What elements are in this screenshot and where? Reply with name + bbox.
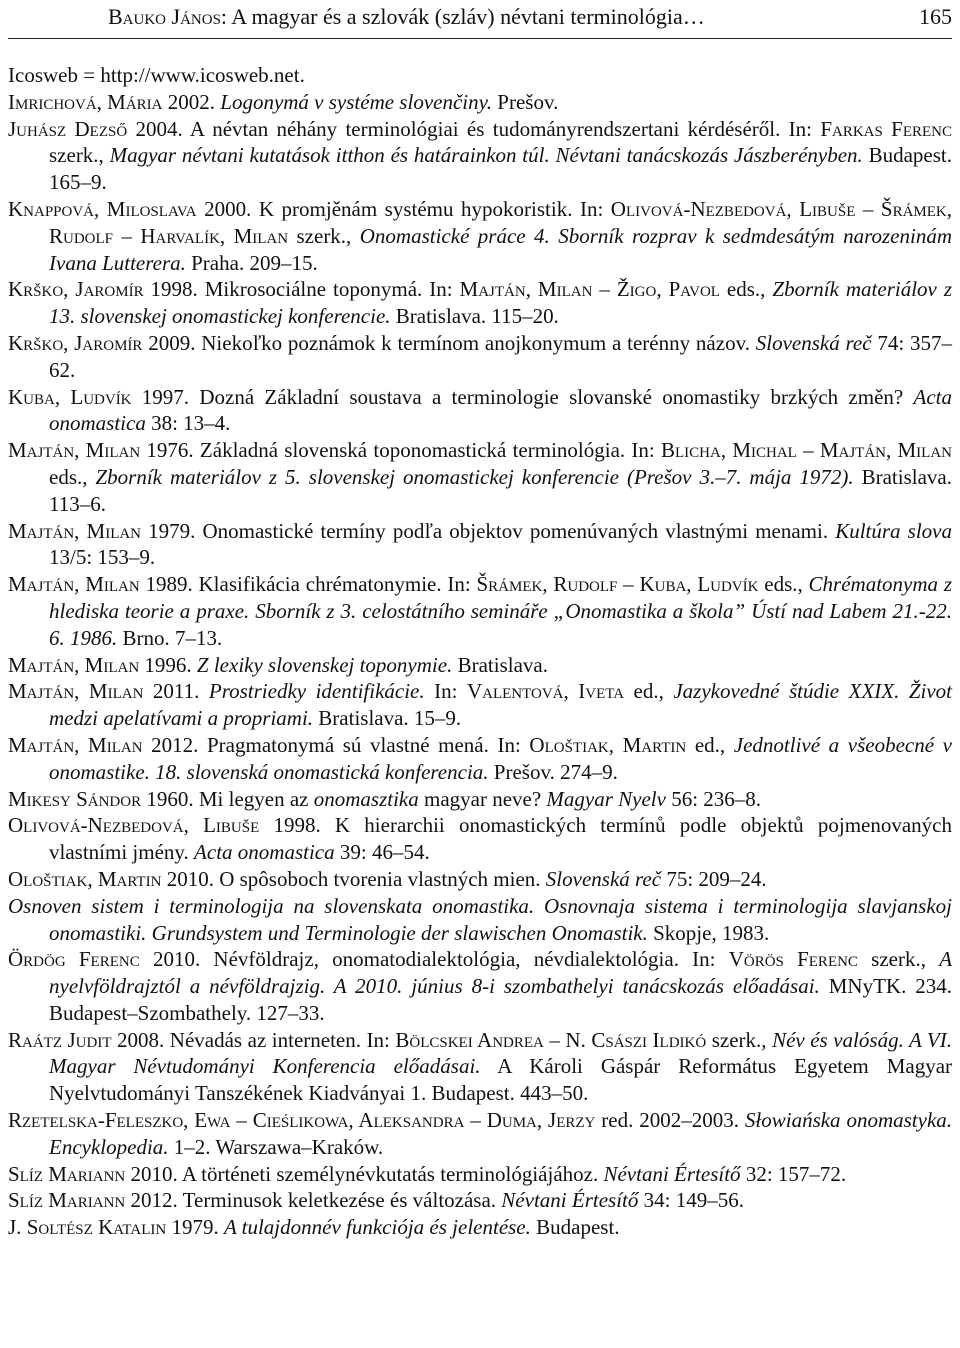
reference-entry: Slíz Mariann 2010. A történeti személynévkutatás terminológiájához. Névtani Értesítő 32: 157–72. <box>8 1161 847 1186</box>
reference-list <box>8 62 952 1241</box>
reference-entry: Icosweb = http://www.icosweb.net. <box>8 63 305 87</box>
header-rule <box>8 38 952 39</box>
reference-entry: Kuba, Ludvík 1997. Dozná Základní soustava a terminologie slovanské onomastiky brzkých změn? Acta onomastica 38: 13–4. <box>8 384 952 436</box>
reference-entry: Majtán, Milan 1996. Z lexiky slovenskej toponymie. Bratislava. <box>8 652 548 677</box>
reference-entry: Olivová-Nezbedová, Libuše 1998. K hierarchii onomastických termínů podle objektů pojmenovaných vlastními jmény. Acta onomastica 39: 46–54. <box>8 813 952 865</box>
reference-entry: Majtán, Milan 2012. Pragmatonymá sú vlastné mená. In: Ološtiak, Martin ed., Jednotlivé a všeobecné v onomastike. 18. slovenská onomastická konferencia. Prešov. 274–9. <box>8 732 952 784</box>
reference-entry: Majtán, Milan 1979. Onomastické termíny podľa objektov pomenúvaných vlastnými menami. Kultúra slova 13/5: 153–9. <box>8 518 952 570</box>
reference-entry: Majtán, Milan 1976. Základná slovenská toponomastická terminológia. In: Blicha, Michal – Majtán, Milan eds., Zborník materiálov z 5. slovenskej onomastickej konferencie (Prešov 3.–7. mája 1972). Bratislava. 113–6. <box>8 438 953 516</box>
running-head <box>108 4 952 30</box>
reference-entry: J. Soltész Katalin 1979. A tulajdonnév funkciója és jelentése. Budapest. <box>8 1215 620 1240</box>
reference-entry: Mikesy Sándor 1960. Mi legyen az onomasztika magyar neve? Magyar Nyelv 56: 236–8. <box>8 786 762 811</box>
running-title: Bauko János: A magyar és a szlovák (szláv) névtani terminológia… <box>108 4 705 29</box>
reference-entry: Rzetelska-Feleszko, Ewa – Cieślikowa, Aleksandra – Duma, Jerzy red. 2002–2003. Słowiańska onomastyka. Encyklopedia. 1–2. Warszawa–Kraków. <box>8 1108 953 1159</box>
reference-entry: Juhász Dezső 2004. A névtan néhány terminológiai és tudományrendszertani kérdéséről. In: Farkas Ferenc szerk., Magyar névtani kutatások itthon és határainkon túl. Névtani tanácskozás Jászberényben. Budapest. 165–9. <box>8 116 953 195</box>
reference-entry: Ološtiak, Martin 2010. O spôsoboch tvorenia vlastných mien. Slovenská reč 75: 209–24. <box>8 866 767 891</box>
reference-entry: Krško, Jaromír 2009. Niekoľko poznámok k termínom anojkonymum a terénny názov. Slovenská reč 74: 357–62. <box>8 330 952 382</box>
reference-entry: Osnoven sistem i terminologija na slovenskata onomastika. Osnovnaja sistema i terminologija slavjanskoj onomastiki. Grundsystem und Terminologie der slawischen Onomastik. Skopje, 1983. <box>8 893 952 945</box>
reference-entry: Majtán, Milan 2011. Prostriedky identifikácie. In: Valentová, Iveta ed., Jazykovedné štúdie XXIX. Život medzi apelatívami a propriami. Bratislava. 15–9. <box>8 679 953 731</box>
reference-entry: Slíz Mariann 2012. Terminusok keletkezése és változása. Névtani Értesítő 34: 149–56. <box>8 1188 744 1213</box>
reference-entry: Knappová, Miloslava 2000. K promjěnám systému hypokoristik. In: Olivová-Nezbedová, Libuše – Šrámek, Rudolf – Harvalík, Milan szerk., Onomastické práce 4. Sborník rozprav k sedmdesátým narozeninám Ivana Lutterera. Praha. 209–15. <box>8 196 953 275</box>
reference-entry: Ördög Ferenc 2010. Névföldrajz, onomatodialektológia, névdialektológia. In: Vörös Ferenc szerk., A nyelvföldrajztól a névföldrajzig. A 2010. június 8-i szombathelyi tanácskozás előadásai. MNyTK. 234. Budapest–Szombathely. 127–33. <box>8 947 953 1025</box>
reference-entry: Imrichová, Mária 2002. Logonymá v systéme slovenčiny. Prešov. <box>8 89 559 114</box>
reference-entry: Majtán, Milan 1989. Klasifikácia chrématonymie. In: Šrámek, Rudolf – Kuba, Ludvík eds., Chrématonyma z hlediska teorie a praxe. Sborník z 3. celostátního semináře „Onomastika a škola” Ústí nad Labem 21.-22. 6. 1986. Brno. 7–13. <box>8 572 952 650</box>
reference-entry: Krško, Jaromír 1998. Mikrosociálne toponymá. In: Majtán, Milan – Žigo, Pavol eds., Zborník materiálov z 13. slovenskej onomastickej konferencie. Bratislava. 115–20. <box>8 277 952 329</box>
reference-entry: Raátz Judit 2008. Névadás az interneten. In: Bölcskei Andrea – N. Császi Ildikó szerk., Név és valóság. A VI. Magyar Névtudományi Konferencia előadásai. A Károli Gáspár Református Egyetem Magyar Nyelvtudományi Tanszékének Kiadványai 1. Budapest. 443–50. <box>8 1027 953 1106</box>
page-number: 165 <box>919 4 952 29</box>
